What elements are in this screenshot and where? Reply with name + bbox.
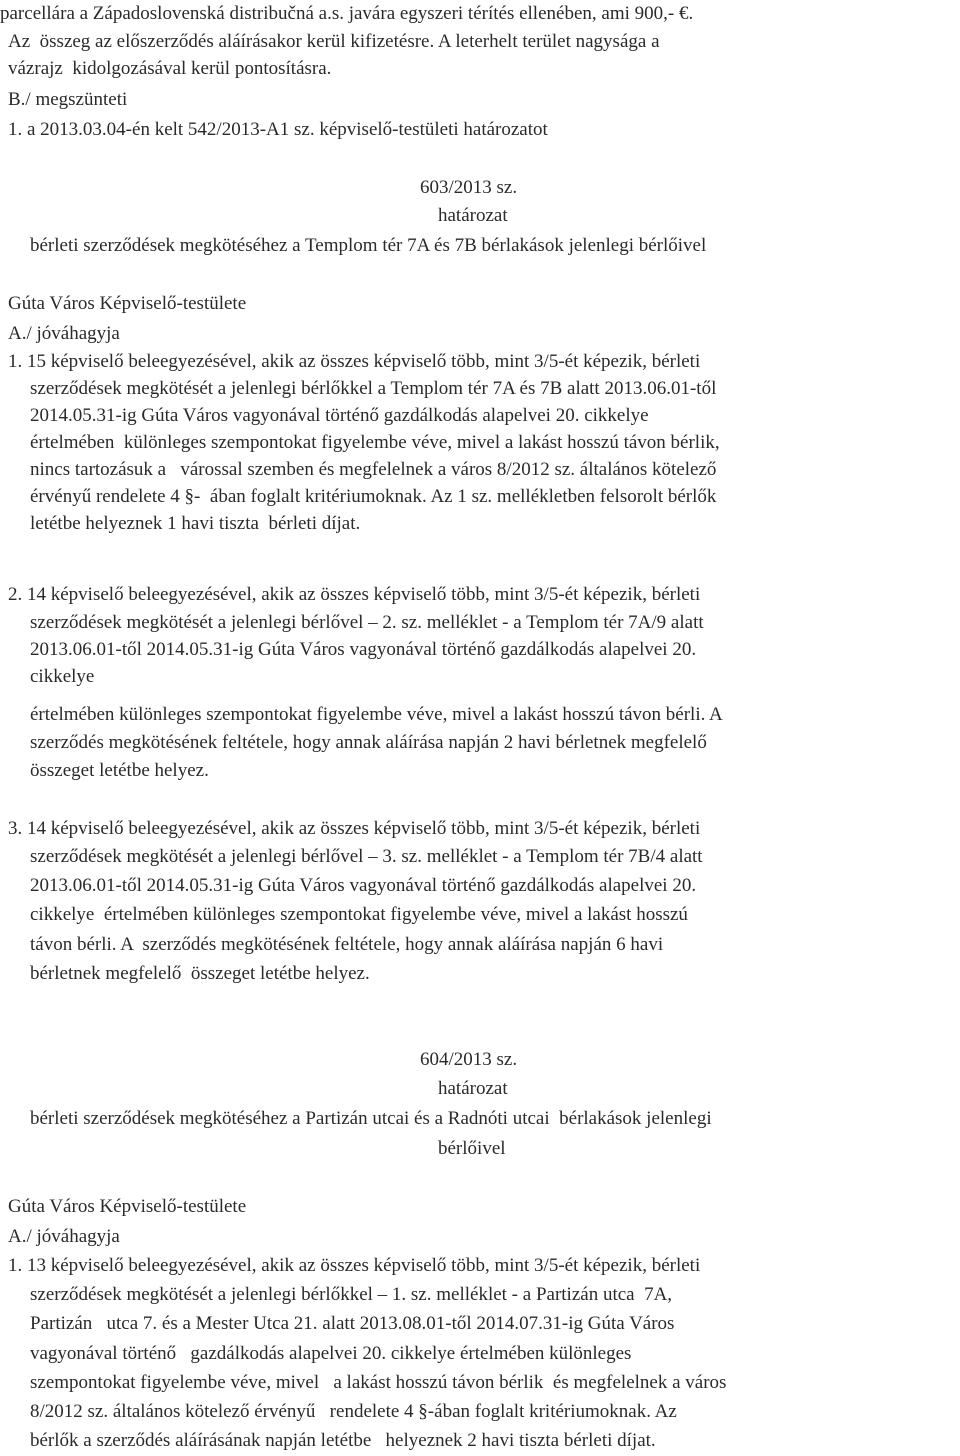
- resolution-604-subject-line-2: bérlőivel: [438, 1138, 506, 1159]
- r604-item1-line-5: szempontokat figyelembe véve, mivel a lakást hosszú távon bérlik és megfelelnek a város: [30, 1372, 727, 1393]
- r604-item1-line-3: Partizán utca 7. és a Mester Utca 21. alatt 2013.08.01-től 2014.07.31-ig Gúta Város: [30, 1313, 675, 1334]
- resolution-603-approves: A./ jóváhagyja: [8, 323, 120, 344]
- resolution-604-number: 604/2013 sz.: [420, 1049, 518, 1070]
- r604-item1-line-2: szerződések megkötését a jelenlegi bérlőkkel – 1. sz. melléklet - a Partizán utca 7A,: [30, 1284, 673, 1305]
- r603-item1-line-2: szerződések megkötését a jelenlegi bérlőkkel a Templom tér 7A és 7B alatt 2013.06.01-től: [30, 378, 717, 399]
- r604-item1-line-1: 1. 13 képviselő beleegyezésével, akik az összes képviselő több, mint 3/5-ét képezik, bérleti: [8, 1255, 701, 1276]
- r603-item3-line-5: távon bérli. A szerződés megkötésének feltétele, hogy annak aláírása napján 6 havi: [30, 934, 664, 955]
- r604-item1-line-6: 8/2012 sz. általános kötelező érvényű rendelete 4 §-ában foglalt kritériumoknak. Az: [30, 1401, 677, 1422]
- intro-line-3: vázrajz kidolgozásával kerül pontosításra.: [8, 58, 332, 79]
- resolution-604-subject-line-1: bérleti szerződések megkötéséhez a Partizán utcai és a Radnóti utcai bérlakások jelenlegi: [30, 1108, 712, 1129]
- intro-line-5: 1. a 2013.03.04-én kelt 542/2013-A1 sz. képviselő-testületi határozatot: [8, 119, 548, 140]
- resolution-604-body: Gúta Város Képviselő-testülete: [8, 1196, 247, 1217]
- intro-line-2: Az összeg az előszerződés aláírásakor kerül kifizetésre. A leterhelt terület nagysága a: [8, 31, 660, 52]
- r603-item3-line-6: bérletnek megfelelő összeget letétbe helyez.: [30, 963, 370, 984]
- resolution-604-approves: A./ jóváhagyja: [8, 1226, 120, 1247]
- r603-item1-line-7: letétbe helyeznek 1 havi tiszta bérleti díjat.: [30, 513, 361, 534]
- r604-item1-line-7: bérlők a szerződés aláírásának napján letétbe helyeznek 2 havi tiszta bérleti díjat.: [30, 1430, 656, 1451]
- r603-item1-line-3: 2014.05.31-ig Gúta Város vagyonával történő gazdálkodás alapelvei 20. cikkelye: [30, 405, 649, 426]
- resolution-604-kind: határozat: [438, 1078, 508, 1099]
- r603-item1-line-6: érvényű rendelete 4 §- ában foglalt kritériumoknak. Az 1 sz. mellékletben felsorolt bérlők: [30, 486, 717, 507]
- intro-line-1: parcellára a Západoslovenská distribučná a.s. javára egyszeri térítés ellenében, ami 900,- €.: [0, 3, 694, 24]
- r603-item3-line-3: 2013.06.01-től 2014.05.31-ig Gúta Város vagyonával történő gazdálkodás alapelvei 20.: [30, 875, 697, 896]
- r603-item1-line-4: értelmében különleges szempontokat figyelembe véve, mivel a lakást hosszú távon bérlik,: [30, 432, 720, 453]
- r603-item2-line-2: szerződések megkötését a jelenlegi bérlővel – 2. sz. melléklet - a Templom tér 7A/9 alatt: [30, 612, 704, 633]
- resolution-603-kind: határozat: [438, 205, 508, 226]
- r603-item1-line-5: nincs tartozásuk a várossal szemben és megfelelnek a város 8/2012 sz. általános kötelező: [30, 459, 717, 480]
- r603-item3-line-4: cikkelye értelmében különleges szempontokat figyelembe véve, mivel a lakást hosszú: [30, 904, 688, 925]
- r603-item2-line-7: összeget letétbe helyez.: [30, 760, 209, 781]
- resolution-603-subject: bérleti szerződések megkötéséhez a Templom tér 7A és 7B bérlakások jelenlegi bérlőivel: [30, 235, 707, 256]
- resolution-603-number: 603/2013 sz.: [420, 177, 518, 198]
- r603-item1-line-1: 1. 15 képviselő beleegyezésével, akik az összes képviselő több, mint 3/5-ét képezik, bérleti: [8, 351, 701, 372]
- r603-item2-line-5: értelmében különleges szempontokat figyelembe véve, mivel a lakást hosszú távon bérli. A: [30, 704, 723, 725]
- r604-item1-line-4: vagyonával történő gazdálkodás alapelvei 20. cikkelye értelmében különleges: [30, 1343, 632, 1364]
- r603-item3-line-2: szerződések megkötését a jelenlegi bérlővel – 3. sz. melléklet - a Templom tér 7B/4 alatt: [30, 846, 703, 867]
- r603-item2-line-1: 2. 14 képviselő beleegyezésével, akik az összes képviselő több, mint 3/5-ét képezik, bérleti: [8, 584, 701, 605]
- r603-item2-line-6: szerződés megkötésének feltétele, hogy annak aláírása napján 2 havi bérletnek megfelelő: [30, 732, 707, 753]
- resolution-603-body: Gúta Város Képviselő-testülete: [8, 293, 247, 314]
- r603-item2-line-3: 2013.06.01-től 2014.05.31-ig Gúta Város vagyonával történő gazdálkodás alapelvei 20.: [30, 639, 697, 660]
- r603-item2-line-4: cikkelye: [30, 666, 95, 687]
- intro-line-4: B./ megszünteti: [8, 89, 128, 110]
- r603-item3-line-1: 3. 14 képviselő beleegyezésével, akik az összes képviselő több, mint 3/5-ét képezik, bérleti: [8, 818, 701, 839]
